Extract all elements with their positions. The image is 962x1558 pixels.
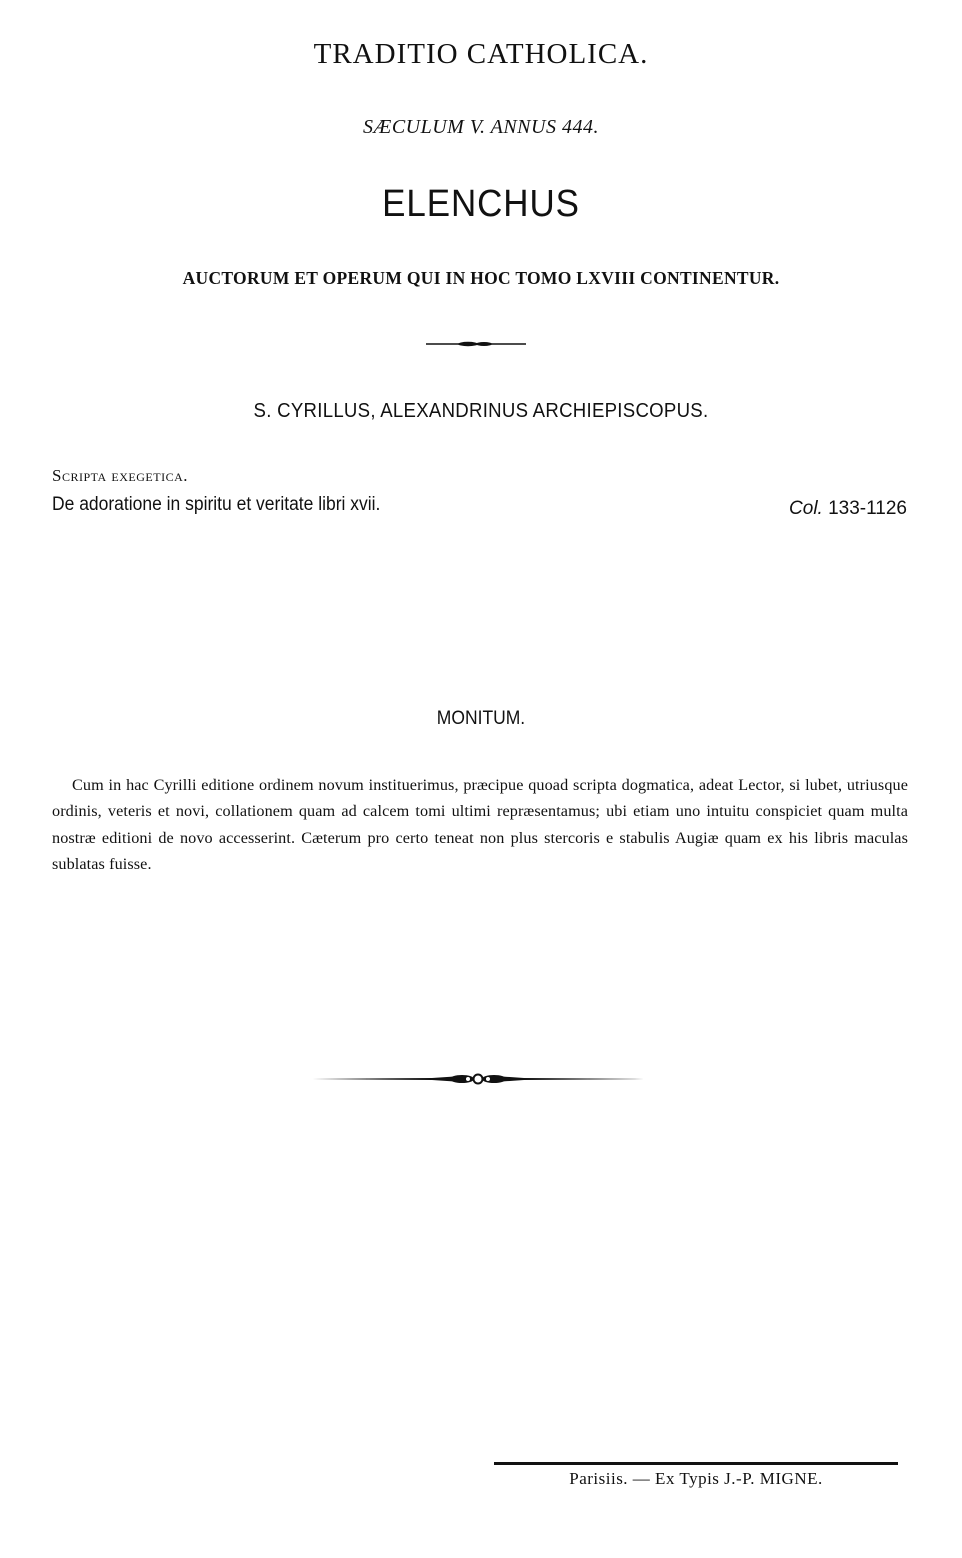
work-title: De adoratione in spiritu et veritate libri xvii. (52, 494, 381, 515)
work-column-reference (789, 498, 907, 520)
elenchus-heading: ELENCHUS (382, 183, 580, 225)
monitum-heading: MONITUM. (436, 708, 526, 729)
footer-rule (494, 1462, 898, 1465)
large-ornament-rule (312, 1068, 644, 1090)
author-heading: S. CYRILLUS, ALEXANDRINUS ARCHIEPISCOPUS. (253, 400, 709, 422)
column-prefix: Col. (789, 498, 823, 519)
section-heading: Scripta exegetica. (52, 466, 188, 485)
small-ornament-rule (426, 338, 526, 350)
century-year-line: SÆCULUM V. ANNUS 444. (363, 116, 599, 138)
column-range: 133-1126 (828, 498, 907, 519)
printer-imprint: Parisiis. — Ex Typis J.-P. MIGNE. (569, 1469, 823, 1488)
page-title: TRADITIO CATHOLICA. (313, 38, 649, 70)
monitum-paragraph: Cum in hac Cyrilli editione ordinem novum instituerimus, præcipue quoad scripta dogmatica, adeat Lector, si lubet, utriusque ordinis, veteris et novi, collationem quam ad calcem tomi ultimi repræsentamus; ubi etiam uno intuitu conspiciet quam multa nostræ editioni de novo accesserint. Cæterum pro certo teneat non plus stercoris e stabulis Augiæ quam ex his libris maculas sublatas fuisse. (52, 776, 908, 873)
contents-subtitle: AUCTORUM ET OPERUM QUI IN HOC TOMO LXVIII CONTINENTUR. (182, 268, 780, 288)
